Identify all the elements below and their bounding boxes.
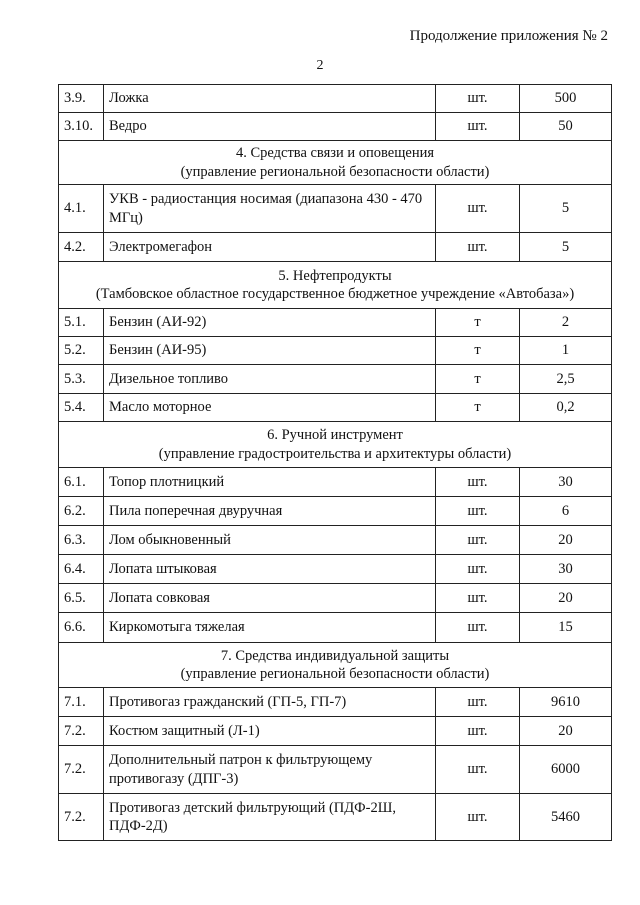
- item-name: Лопата совковая: [104, 584, 436, 613]
- item-number: 4.1.: [59, 185, 104, 233]
- item-number: 6.3.: [59, 526, 104, 555]
- table-row: [59, 717, 612, 746]
- item-name: Противогаз детский фильтрующий (ПДФ-2Ш, ПДФ-2Д): [104, 794, 436, 841]
- item-number: 6.4.: [59, 555, 104, 584]
- section-title: 4. Средства связи и оповещения: [235, 145, 435, 162]
- item-unit: шт.: [436, 185, 520, 233]
- item-quantity: 5: [520, 233, 612, 262]
- item-unit: шт.: [436, 613, 520, 643]
- item-name: УКВ - радиостанция носимая (диапазона 430 - 470 МГц): [104, 185, 436, 233]
- item-quantity: 2,5: [520, 365, 612, 394]
- section-header-cell: [59, 141, 612, 185]
- table-row: [59, 613, 612, 643]
- item-quantity: 20: [520, 526, 612, 555]
- item-number: 7.2.: [59, 717, 104, 746]
- item-unit: шт.: [436, 497, 520, 526]
- table-row: [59, 555, 612, 584]
- item-quantity: 1: [520, 337, 612, 365]
- table-row: [59, 365, 612, 394]
- section-responsible: (управление региональной безопасности области): [180, 666, 490, 682]
- section-responsible: (управление региональной безопасности области): [180, 163, 490, 180]
- table-row: [59, 233, 612, 262]
- section-header-cell: [59, 262, 612, 309]
- item-unit: шт.: [436, 746, 520, 794]
- item-name: Ложка: [104, 85, 436, 113]
- item-name: Лом обыкновенный: [104, 526, 436, 555]
- item-quantity: 500: [520, 85, 612, 113]
- table-row: [59, 309, 612, 337]
- item-number: 6.1.: [59, 468, 104, 497]
- item-unit: т: [436, 337, 520, 365]
- table-row: [59, 185, 612, 233]
- item-name: Бензин (АИ-95): [104, 337, 436, 365]
- item-quantity: 5460: [520, 794, 612, 841]
- item-quantity: 6000: [520, 746, 612, 794]
- page-number: 2: [316, 58, 324, 73]
- item-number: 7.2.: [59, 746, 104, 794]
- section-responsible: (Тамбовское областное государственное бюджетное учреждение «Автобаза»): [95, 286, 575, 302]
- item-quantity: 0,2: [520, 394, 612, 422]
- item-number: 7.2.: [59, 794, 104, 841]
- item-unit: т: [436, 394, 520, 422]
- item-unit: шт.: [436, 688, 520, 717]
- item-quantity: 30: [520, 468, 612, 497]
- item-number: 5.2.: [59, 337, 104, 365]
- section-title: 6. Ручной инструмент: [267, 427, 403, 444]
- section-header-row: [59, 643, 612, 688]
- section-header-row: [59, 141, 612, 185]
- item-quantity: 30: [520, 555, 612, 584]
- item-name: Пила поперечная двуручная: [104, 497, 436, 526]
- item-number: 3.10.: [59, 113, 104, 141]
- table-row: [59, 85, 612, 113]
- item-number: 6.5.: [59, 584, 104, 613]
- item-name: Киркомотыга тяжелая: [104, 613, 436, 643]
- item-number: 5.4.: [59, 394, 104, 422]
- item-unit: шт.: [436, 717, 520, 746]
- item-name: Противогаз гражданский (ГП-5, ГП-7): [104, 688, 436, 717]
- item-number: 7.1.: [59, 688, 104, 717]
- table-row: [59, 337, 612, 365]
- item-number: 5.3.: [59, 365, 104, 394]
- table-row: [59, 468, 612, 497]
- item-quantity: 50: [520, 113, 612, 141]
- item-number: 5.1.: [59, 309, 104, 337]
- item-number: 4.2.: [59, 233, 104, 262]
- item-name: Топор плотницкий: [104, 468, 436, 497]
- section-header-cell: [59, 422, 612, 468]
- item-unit: шт.: [436, 468, 520, 497]
- item-unit: шт.: [436, 555, 520, 584]
- table-row: [59, 584, 612, 613]
- item-unit: шт.: [436, 85, 520, 113]
- section-header-row: [59, 262, 612, 309]
- item-number: 6.2.: [59, 497, 104, 526]
- item-quantity: 20: [520, 584, 612, 613]
- item-name: Дополнительный патрон к фильтрующему противогазу (ДПГ-3): [104, 746, 436, 794]
- item-unit: шт.: [436, 584, 520, 613]
- table-row: [59, 497, 612, 526]
- table-row: [59, 688, 612, 717]
- item-quantity: 9610: [520, 688, 612, 717]
- item-quantity: 6: [520, 497, 612, 526]
- item-unit: шт.: [436, 113, 520, 141]
- item-unit: шт.: [436, 233, 520, 262]
- table-row: [59, 526, 612, 555]
- item-name: Масло моторное: [104, 394, 436, 422]
- section-title: 5. Нефтепродукты: [278, 267, 392, 284]
- section-responsible: (управление градостроительства и архитектуры области): [158, 445, 512, 462]
- item-quantity: 20: [520, 717, 612, 746]
- item-quantity: 5: [520, 185, 612, 233]
- table-row: [59, 113, 612, 141]
- item-unit: т: [436, 365, 520, 394]
- section-header-cell: [59, 643, 612, 688]
- table-row: [59, 394, 612, 422]
- table-row: [59, 746, 612, 794]
- item-name: Лопата штыковая: [104, 555, 436, 584]
- item-unit: шт.: [436, 794, 520, 841]
- item-name: Дизельное топливо: [104, 365, 436, 394]
- item-number: 6.6.: [59, 613, 104, 643]
- item-quantity: 2: [520, 309, 612, 337]
- section-header-row: [59, 422, 612, 468]
- table-row: [59, 794, 612, 841]
- item-unit: шт.: [436, 526, 520, 555]
- appendix-continuation-note: Продолжение приложения № 2: [409, 28, 608, 44]
- item-number: 3.9.: [59, 85, 104, 113]
- item-name: Костюм защитный (Л-1): [104, 717, 436, 746]
- item-name: Электромегафон: [104, 233, 436, 262]
- item-name: Ведро: [104, 113, 436, 141]
- section-title: 7. Средства индивидуальной защиты: [220, 647, 450, 664]
- supplies-table: [58, 84, 612, 841]
- item-unit: т: [436, 309, 520, 337]
- item-quantity: 15: [520, 613, 612, 643]
- item-name: Бензин (АИ-92): [104, 309, 436, 337]
